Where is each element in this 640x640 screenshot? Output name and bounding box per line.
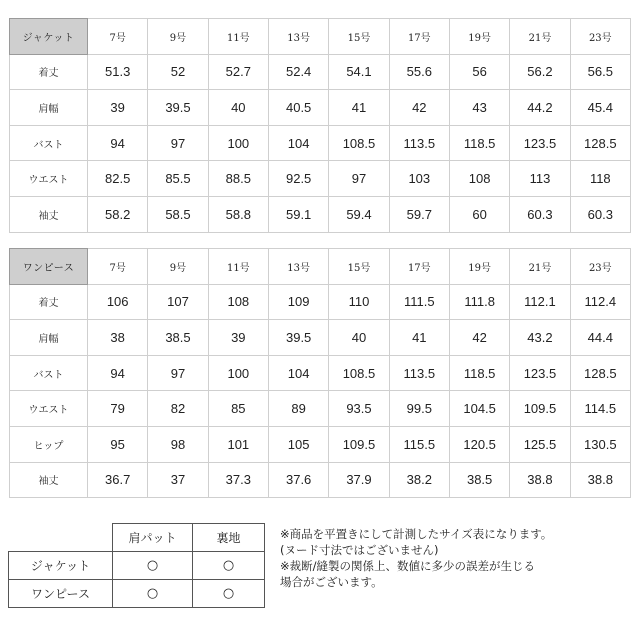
measurement-value: 56.2 xyxy=(510,54,570,90)
measurement-label: 袖丈 xyxy=(10,462,88,498)
measurement-value: 38.2 xyxy=(389,462,449,498)
measurement-value: 89 xyxy=(268,391,328,427)
measurement-value: 108 xyxy=(208,284,268,320)
measurement-value: 51.3 xyxy=(88,54,148,90)
measurement-value: 59.4 xyxy=(329,196,389,232)
measurement-value: 112.1 xyxy=(510,284,570,320)
options-row-label: ワンピース xyxy=(9,580,113,608)
size-column-header: 17号 xyxy=(389,19,449,55)
measurement-value: 37.6 xyxy=(268,462,328,498)
measurement-row xyxy=(10,161,631,197)
measurement-value: 38.8 xyxy=(510,462,570,498)
options-mark: ○ xyxy=(193,580,265,608)
size-column-header: 19号 xyxy=(449,19,509,55)
measurement-value: 93.5 xyxy=(329,391,389,427)
measurement-value: 40.5 xyxy=(268,90,328,126)
options-corner-cell xyxy=(9,524,113,552)
measurement-value: 60.3 xyxy=(510,196,570,232)
measurement-value: 92.5 xyxy=(268,161,328,197)
size-column-header: 19号 xyxy=(449,249,509,285)
options-row-onepiece xyxy=(9,580,265,608)
size-column-header: 15号 xyxy=(329,249,389,285)
measurement-row xyxy=(10,462,631,498)
measurement-value: 40 xyxy=(329,320,389,356)
measurement-label: ウエスト xyxy=(10,161,88,197)
jacket-table-body xyxy=(10,19,631,233)
size-header-row xyxy=(10,249,631,285)
table-title: ワンピース xyxy=(10,249,88,285)
measurement-value: 52.4 xyxy=(268,54,328,90)
size-column-header: 11号 xyxy=(208,249,268,285)
measurement-value: 109.5 xyxy=(510,391,570,427)
measurement-value: 118.5 xyxy=(449,355,509,391)
measurement-value: 128.5 xyxy=(570,355,630,391)
measurement-value: 39.5 xyxy=(148,90,208,126)
measurement-label: バスト xyxy=(10,125,88,161)
measurement-value: 100 xyxy=(208,355,268,391)
measurement-label: 着丈 xyxy=(10,54,88,90)
measurement-value: 107 xyxy=(148,284,208,320)
measurement-value: 97 xyxy=(329,161,389,197)
measurement-value: 36.7 xyxy=(88,462,148,498)
measurement-value: 95 xyxy=(88,426,148,462)
size-header-row xyxy=(10,19,631,55)
measurement-value: 100 xyxy=(208,125,268,161)
measurement-value: 118.5 xyxy=(449,125,509,161)
measurement-value: 108.5 xyxy=(329,125,389,161)
measurement-value: 111.5 xyxy=(389,284,449,320)
measurement-value: 108.5 xyxy=(329,355,389,391)
measurement-value: 39.5 xyxy=(268,320,328,356)
measurement-value: 42 xyxy=(449,320,509,356)
measurement-value: 38 xyxy=(88,320,148,356)
onepiece-size-table xyxy=(9,248,631,498)
size-column-header: 21号 xyxy=(510,19,570,55)
measurement-value: 82.5 xyxy=(88,161,148,197)
measurement-value: 37.3 xyxy=(208,462,268,498)
measurement-value: 55.6 xyxy=(389,54,449,90)
measurement-value: 88.5 xyxy=(208,161,268,197)
measurement-value: 108 xyxy=(449,161,509,197)
measurement-value: 43.2 xyxy=(510,320,570,356)
measurement-value: 103 xyxy=(389,161,449,197)
jacket-size-table xyxy=(9,18,631,233)
measurement-label: 袖丈 xyxy=(10,196,88,232)
measurement-value: 94 xyxy=(88,355,148,391)
measurement-value: 104.5 xyxy=(449,391,509,427)
size-column-header: 13号 xyxy=(268,19,328,55)
measurement-label: 肩幅 xyxy=(10,320,88,356)
measurement-value: 42 xyxy=(389,90,449,126)
measurement-value: 128.5 xyxy=(570,125,630,161)
measurement-value: 120.5 xyxy=(449,426,509,462)
options-mark: ○ xyxy=(113,580,193,608)
measurement-label: 着丈 xyxy=(10,284,88,320)
measurement-value: 54.1 xyxy=(329,54,389,90)
onepiece-table-body xyxy=(10,249,631,498)
measurement-row xyxy=(10,125,631,161)
measurement-value: 85.5 xyxy=(148,161,208,197)
measurement-row xyxy=(10,54,631,90)
measurement-value: 58.5 xyxy=(148,196,208,232)
measurement-value: 125.5 xyxy=(510,426,570,462)
measurement-value: 105 xyxy=(268,426,328,462)
measurement-value: 39 xyxy=(88,90,148,126)
options-header-shoulder-pad: 肩パット xyxy=(113,524,193,552)
measurement-label: ヒップ xyxy=(10,426,88,462)
measurement-value: 97 xyxy=(148,355,208,391)
measurement-value: 118 xyxy=(570,161,630,197)
note-line: 場合がございます。 xyxy=(280,575,383,589)
measurement-label: ウエスト xyxy=(10,391,88,427)
measurement-value: 130.5 xyxy=(570,426,630,462)
size-column-header: 15号 xyxy=(329,19,389,55)
options-row-label: ジャケット xyxy=(9,552,113,580)
measurement-value: 110 xyxy=(329,284,389,320)
measurement-row xyxy=(10,284,631,320)
measurement-row xyxy=(10,355,631,391)
measurement-value: 104 xyxy=(268,125,328,161)
size-column-header: 9号 xyxy=(148,19,208,55)
measurement-value: 112.4 xyxy=(570,284,630,320)
measurement-notes xyxy=(280,526,640,590)
options-mark: ○ xyxy=(193,552,265,580)
measurement-value: 111.8 xyxy=(449,284,509,320)
measurement-value: 115.5 xyxy=(389,426,449,462)
measurement-row xyxy=(10,90,631,126)
measurement-value: 109.5 xyxy=(329,426,389,462)
measurement-value: 59.1 xyxy=(268,196,328,232)
measurement-value: 56.5 xyxy=(570,54,630,90)
measurement-value: 114.5 xyxy=(570,391,630,427)
measurement-row xyxy=(10,320,631,356)
options-header-row xyxy=(9,524,265,552)
measurement-value: 97 xyxy=(148,125,208,161)
measurement-value: 109 xyxy=(268,284,328,320)
measurement-value: 37 xyxy=(148,462,208,498)
measurement-row xyxy=(10,196,631,232)
measurement-value: 52.7 xyxy=(208,54,268,90)
measurement-value: 56 xyxy=(449,54,509,90)
measurement-value: 104 xyxy=(268,355,328,391)
size-column-header: 13号 xyxy=(268,249,328,285)
size-column-header: 23号 xyxy=(570,249,630,285)
measurement-label: バスト xyxy=(10,355,88,391)
size-column-header: 9号 xyxy=(148,249,208,285)
measurement-value: 59.7 xyxy=(389,196,449,232)
measurement-value: 85 xyxy=(208,391,268,427)
note-line: (ヌード寸法ではございません) xyxy=(280,543,439,557)
measurement-value: 41 xyxy=(389,320,449,356)
size-column-header: 11号 xyxy=(208,19,268,55)
measurement-value: 58.8 xyxy=(208,196,268,232)
measurement-value: 113.5 xyxy=(389,125,449,161)
measurement-value: 106 xyxy=(88,284,148,320)
measurement-value: 60 xyxy=(449,196,509,232)
options-table xyxy=(8,523,265,608)
measurement-value: 44.2 xyxy=(510,90,570,126)
options-row-jacket xyxy=(9,552,265,580)
measurement-value: 123.5 xyxy=(510,355,570,391)
measurement-value: 39 xyxy=(208,320,268,356)
measurement-value: 44.4 xyxy=(570,320,630,356)
measurement-value: 38.5 xyxy=(449,462,509,498)
measurement-value: 113.5 xyxy=(389,355,449,391)
measurement-label: 肩幅 xyxy=(10,90,88,126)
measurement-value: 113 xyxy=(510,161,570,197)
measurement-value: 79 xyxy=(88,391,148,427)
size-column-header: 7号 xyxy=(88,19,148,55)
measurement-value: 45.4 xyxy=(570,90,630,126)
measurement-value: 99.5 xyxy=(389,391,449,427)
size-column-header: 7号 xyxy=(88,249,148,285)
measurement-value: 37.9 xyxy=(329,462,389,498)
measurement-row xyxy=(10,391,631,427)
options-mark: ○ xyxy=(113,552,193,580)
measurement-value: 123.5 xyxy=(510,125,570,161)
measurement-value: 82 xyxy=(148,391,208,427)
measurement-value: 101 xyxy=(208,426,268,462)
measurement-value: 38.8 xyxy=(570,462,630,498)
measurement-value: 98 xyxy=(148,426,208,462)
table-title: ジャケット xyxy=(10,19,88,55)
size-column-header: 17号 xyxy=(389,249,449,285)
measurement-value: 40 xyxy=(208,90,268,126)
measurement-value: 60.3 xyxy=(570,196,630,232)
measurement-value: 43 xyxy=(449,90,509,126)
size-column-header: 21号 xyxy=(510,249,570,285)
note-line: ※裁断/縫製の関係上、数値に多少の誤差が生じる xyxy=(280,559,536,573)
measurement-value: 41 xyxy=(329,90,389,126)
measurement-value: 58.2 xyxy=(88,196,148,232)
size-column-header: 23号 xyxy=(570,19,630,55)
options-header-lining: 裏地 xyxy=(193,524,265,552)
note-line: ※商品を平置きにして計測したサイズ表になります。 xyxy=(280,527,553,541)
measurement-value: 38.5 xyxy=(148,320,208,356)
measurement-value: 52 xyxy=(148,54,208,90)
measurement-value: 94 xyxy=(88,125,148,161)
measurement-row xyxy=(10,426,631,462)
